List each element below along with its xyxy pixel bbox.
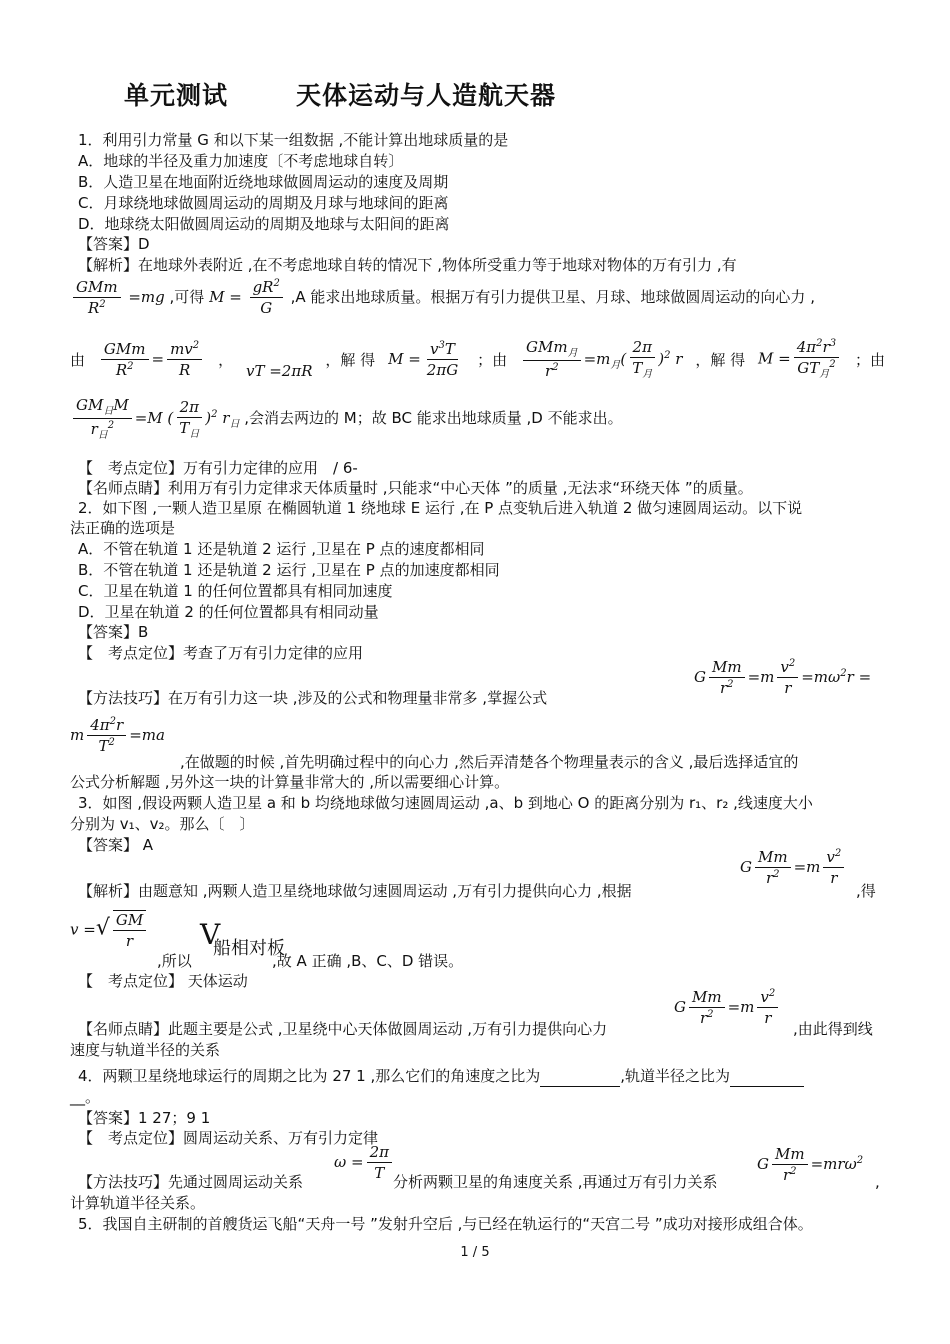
q3-analysis-line2: ,故 A 正确 ,B、C、D 错误。 — [272, 952, 464, 970]
q4-method-line1: 【方法技巧】先通过圆周运动关系 — [78, 1173, 304, 1191]
q1-answer: 【答案】D — [78, 235, 150, 253]
q3-v-subscript: 船相对板 — [213, 938, 285, 959]
q4-blank-2[interactable] — [730, 1066, 804, 1087]
q1-comma: ， — [218, 350, 234, 369]
q1-dianjing: 【名师点睛】利用万有引力定律求天体质量时 ,只能求“中心天体 ”的质量 ,无法求“环绕天体 ”的质量。 — [78, 479, 753, 497]
q1-formula-row3: $\frac{GM_日M}{r_日^2}$ =M ( $\frac{2\pi}{T_日}$ )$^2$ $r_日$ ,会消去两边的 M；故 BC 能求出地球质量 ,D 不能求出。 — [70, 396, 623, 441]
q1-formula-row1: $\frac{\text{GMm}}{R^2}$ =mg ,可得 M = $\frac{gR^2}{G}$ ,A 能求出地球质量。根据万有引力提供卫星、月球、地球做圆周运动的向心力 , — [70, 278, 815, 317]
q4-method-mid: 分析两颗卫星的角速度关系 ,再通过万有引力关系 — [393, 1173, 718, 1191]
q2-method-line3: 公式分析解题 ,另外这一块的计算量非常大的 ,所以需要细心计算。 — [70, 773, 510, 791]
q3-formula-3: G $\frac{Mm}{r^2}$ =m $\frac{v^2}{r}$ — [674, 988, 781, 1027]
q1-stem: 1．利用引力常量 G 和以下某一组数据 ,不能计算出地球质量的是 — [78, 131, 509, 149]
q1-you-3: ；由 — [854, 350, 885, 369]
q3-dianjing-line2: 速度与轨道半径的关系 — [70, 1041, 221, 1059]
q2-stem-line2: 法正确的选项是 — [70, 519, 176, 537]
q3-v-symbol: V — [200, 918, 221, 951]
q5-stem: 5．我国自主研制的首艘货运飞船“天舟一号 ”发射升空后 ,与已经在轨运行的“天宫二号 ”成功对接形成组合体。 — [78, 1215, 813, 1233]
q1-kaodian: 【 考点定位】万有引力定律的应用 / 6- — [78, 459, 358, 477]
q2-method-line2: ,在做题的时候 ,首先明确过程中的向心力 ,然后弄清楚各个物理量表示的含义 ,最后选择适宜的 — [180, 753, 799, 771]
q3-stem-line2: 分别为 v₁、v₂。那么〔 〕 — [70, 815, 255, 833]
q1-option-b: B．人造卫星在地面附近绕地球做圆周运动的速度及周期 — [78, 173, 449, 191]
q2-option-c: C．卫星在轨道 1 的任何位置都具有相同加速度 — [78, 582, 393, 600]
q3-analysis-suoyi: ,所以 — [157, 952, 192, 970]
q4-stem-line2: __。 — [70, 1088, 101, 1106]
q1-analysis-kede: ,可得 — [169, 288, 205, 306]
page-number: 1 / 5 — [460, 1245, 490, 1260]
q1-you-2: ；由 — [477, 350, 508, 369]
q4-formula-2: G $\frac{Mm}{r^2}$ =mrω$^2$ — [757, 1145, 864, 1184]
q2-kaodian: 【 考点定位】考查了万有引力定律的应用 — [78, 644, 364, 662]
q4-method-line2: 计算轨道半径关系。 — [70, 1194, 206, 1212]
q3-analysis-de: ,得 — [856, 882, 876, 900]
q1-analysis-line2: ,A 能求出地球质量。根据万有引力提供卫星、月球、地球做圆周运动的向心力 , — [290, 288, 815, 306]
q4-stem-line1 — [78, 1066, 804, 1087]
q3-formula-2: v =√ $\frac{GM}{r}$ — [70, 910, 149, 950]
q4-stem-part2: ,轨道半径之比为 — [620, 1067, 731, 1085]
q3-answer: 【答案】 A — [78, 836, 154, 854]
q3-kaodian: 【 考点定位】 天体运动 — [78, 972, 248, 990]
q4-answer: 【答案】1 27；9 1 — [78, 1109, 211, 1127]
q3-analysis-line1: 【解析】由题意知 ,两颗人造卫星绕地球做匀速圆周运动 ,万有引力提供向心力 ,根据 — [78, 882, 632, 900]
q3-stem-line1: 3．如图 ,假设两颗人造卫星 a 和 b 均绕地球做匀速圆周运动 ,a、b 到地心 O 的距离分别为 r₁、r₂ ,线速度大小 — [78, 794, 813, 812]
q1-jiede-1: ，解 得 — [325, 350, 376, 369]
q2-option-b: B．不管在轨道 1 还是轨道 2 运行 ,卫星在 P 点的加速度都相同 — [78, 561, 500, 579]
title-right: 天体运动与人造航天器 — [296, 81, 557, 110]
q1-option-d: D．地球绕太阳做圆周运动的周期及地球与太阳间的距离 — [78, 215, 450, 233]
q3-dianjing-tail: ,由此得到线 — [793, 1020, 873, 1038]
q2-stem-line1: 2．如下图 ,一颗人造卫星原 在椭圆轨道 1 绕地球 E 运行 ,在 P 点变轨后进入轨道 2 做匀速圆周运动。以下说 — [78, 499, 803, 517]
q1-you-1: 由 — [70, 350, 86, 369]
q4-blank-1[interactable] — [540, 1066, 620, 1087]
q2-formula-2: m $\frac{4\pi^2r}{T^2}$ =ma — [70, 716, 165, 755]
title-left: 单元测试 — [124, 81, 229, 110]
q1-analysis-line1: 【解析】在地球外表附近 ,在不考虑地球自转的情况下 ,物体所受重力等于地球对物体的万有引力 ,有 — [78, 256, 737, 274]
q4-method-comma: , — [875, 1173, 880, 1191]
q1-formula-row2: 由 $\frac{\text{GMm}}{R^2}$ = $\frac{mv^2}{R}$ ， vT =2πR ，解 得 M = $\frac{v^3T}{2\pi G}$ ；由 $\frac{GMm_月}{r^2}$ $=m_月$( $\frac{2\pi}{T_月}$ )$^2$ r ，解 得 M = $\frac{4\pi^2r^3}{GT_月^2}$ ；由 — [70, 338, 885, 380]
q4-kaodian: 【 考点定位】圆周运动关系、万有引力定律 — [78, 1129, 379, 1147]
page-title — [124, 76, 556, 112]
q2-formula-1: G $\frac{Mm}{r^2}$ =m $\frac{v^2}{r}$ $=m\omega^2r$ = — [694, 658, 872, 697]
q4-stem-part1: 4．两颗卫星绕地球运行的周期之比为 27 1 ,那么它们的角速度之比为 — [78, 1067, 541, 1085]
q1-jiede-2: ，解 得 — [695, 350, 746, 369]
q3-formula-1: G $\frac{Mm}{r^2}$ =m $\frac{v^2}{r}$ — [740, 848, 847, 887]
q2-option-d: D．卫星在轨道 2 的任何位置都具有相同动量 — [78, 603, 379, 621]
q3-dianjing-line1: 【名师点睛】此题主要是公式 ,卫星绕中心天体做圆周运动 ,万有引力提供向心力 — [78, 1020, 608, 1038]
q1-option-c: C．月球绕地球做圆周运动的周期及月球与地球间的距离 — [78, 194, 449, 212]
q2-method-line1: 【方法技巧】在万有引力这一块 ,涉及的公式和物理量非常多 ,掌握公式 — [78, 689, 548, 707]
q1-option-a: A．地球的半径及重力加速度〔不考虑地球自转〕 — [78, 152, 404, 170]
q2-option-a: A．不管在轨道 1 还是轨道 2 运行 ,卫星在 P 点的速度都相同 — [78, 540, 485, 558]
q4-formula-1: ω = $\frac{2\pi}{T}$ — [334, 1143, 395, 1182]
q1-analysis-line4: ,会消去两边的 M；故 BC 能求出地球质量 ,D 不能求出。 — [244, 409, 623, 427]
q2-answer: 【答案】B — [78, 623, 149, 641]
